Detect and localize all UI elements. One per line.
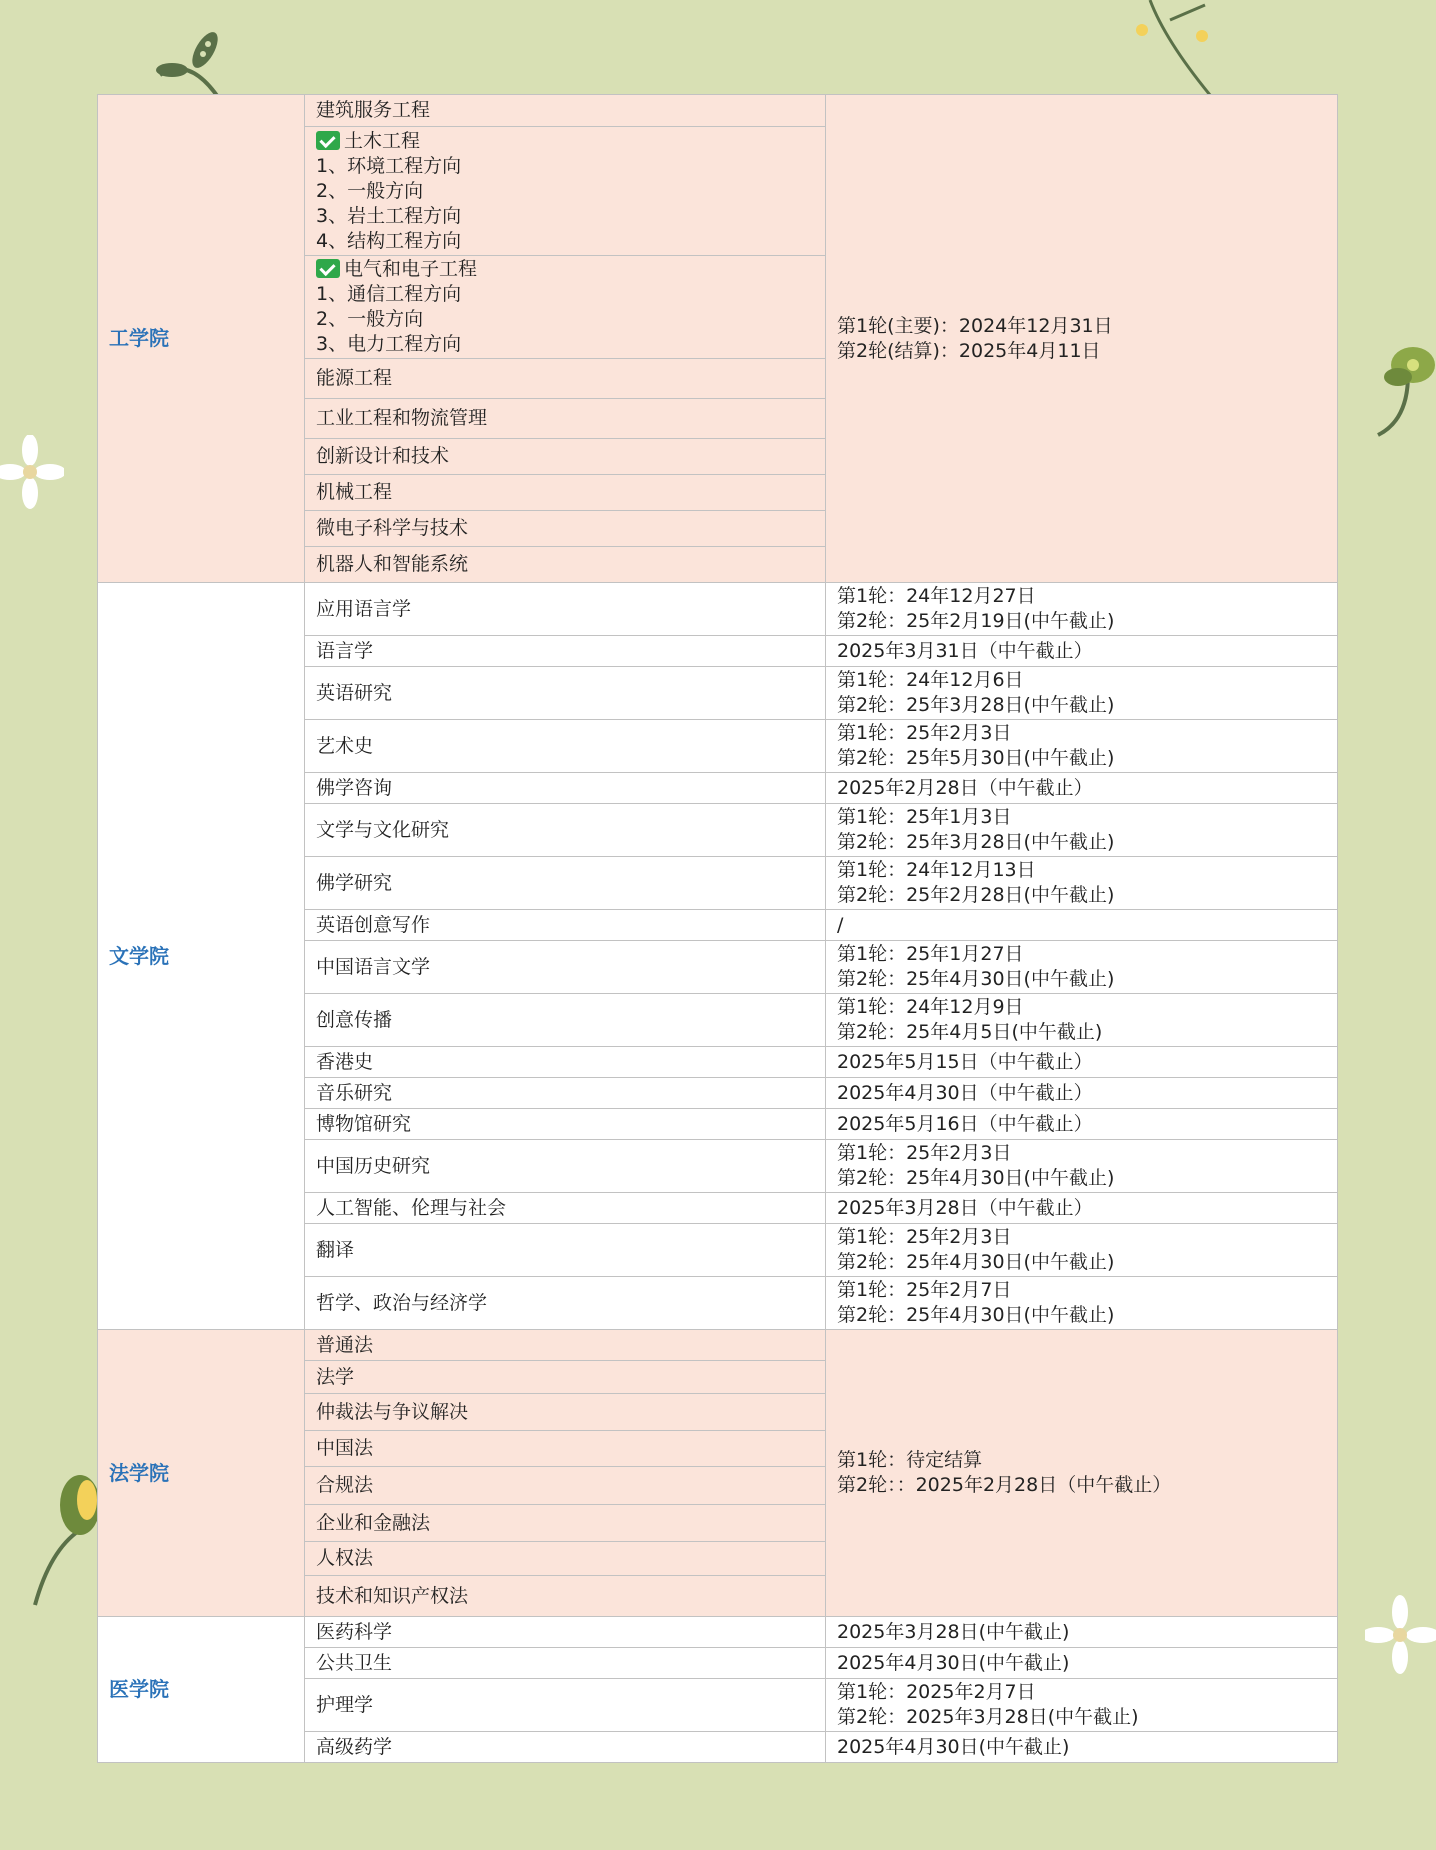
major-text: 机械工程	[316, 481, 393, 503]
deadline-cell	[826, 941, 1338, 994]
deadline-line: 第2轮：：2025年2月28日（中午截止）	[837, 1474, 1172, 1496]
major-text: 建筑服务工程	[316, 99, 431, 121]
deadline-cell	[826, 1277, 1338, 1330]
deadline-line: 第2轮：25年2月19日(中午截止)	[837, 610, 1115, 632]
school-name: 文学院	[98, 583, 305, 1330]
deadline-cell	[826, 857, 1338, 910]
deadline-line: 2025年3月31日（中午截止）	[837, 639, 1093, 662]
major-track	[316, 332, 814, 357]
table-row	[98, 583, 1338, 636]
major-name: 博物馆研究	[305, 1109, 826, 1140]
major-name	[316, 366, 814, 391]
major-text: 2、一般方向	[316, 308, 424, 330]
deadline-cell	[826, 720, 1338, 773]
major-name: 语言学	[305, 636, 826, 667]
white-flower-left-icon	[0, 435, 64, 509]
deadline-cell	[826, 1617, 1338, 1648]
major-cell	[305, 95, 826, 127]
major-name	[316, 480, 814, 505]
deadline-cell	[826, 95, 1338, 583]
major-name: 公共卫生	[305, 1648, 826, 1679]
major-track	[316, 282, 814, 307]
major-name	[316, 444, 814, 469]
table-row	[98, 1617, 1338, 1648]
deadline-line: 第2轮：25年3月28日(中午截止)	[837, 694, 1115, 716]
major-track	[316, 154, 814, 179]
deadline-line: 2025年4月30日(中午截止)	[837, 1651, 1070, 1674]
major-cell	[305, 127, 826, 256]
deadline-cell	[826, 1679, 1338, 1732]
deadline-cell	[826, 1330, 1338, 1617]
major-name	[316, 129, 814, 154]
major-name: 佛学研究	[305, 857, 826, 910]
major-text: 电气和电子工程	[344, 258, 478, 280]
major-name: 技术和知识产权法	[305, 1576, 826, 1617]
major-name: 佛学咨询	[305, 773, 826, 804]
major-name: 高级药学	[305, 1732, 826, 1763]
major-name: 中国语言文学	[305, 941, 826, 994]
deadline-line: 第2轮：25年3月28日(中午截止)	[837, 831, 1115, 853]
major-text: 1、环境工程方向	[316, 154, 462, 177]
deadline-line: 第1轮：24年12月13日	[837, 859, 1036, 881]
deadline-line: 第1轮：24年12月6日	[837, 669, 1024, 691]
table-row	[98, 95, 1338, 127]
deadline-cell	[826, 1140, 1338, 1193]
major-name: 仲裁法与争议解决	[305, 1394, 826, 1431]
major-name: 翻译	[305, 1224, 826, 1277]
deadline-line: 第1轮：25年2月3日	[837, 1142, 1012, 1164]
deadline-cell	[826, 1193, 1338, 1224]
deadline-line: 第2轮：25年2月28日(中午截止)	[837, 884, 1115, 906]
major-name: 普通法	[305, 1330, 826, 1361]
deadline-line: 第1轮：待定结算	[837, 1449, 983, 1471]
school-name: 法学院	[98, 1330, 305, 1617]
deadline-line: 第1轮：25年2月3日	[837, 1226, 1012, 1248]
major-name: 香港史	[305, 1047, 826, 1078]
major-name: 创意传播	[305, 994, 826, 1047]
tulip-left-icon	[25, 1460, 100, 1610]
deadline-line: 2025年3月28日(中午截止)	[837, 1620, 1070, 1643]
major-text: 创新设计和技术	[316, 445, 450, 467]
deadline-line: 第2轮：25年4月30日(中午截止)	[837, 1167, 1115, 1189]
deadline-cell	[826, 804, 1338, 857]
check-icon	[316, 131, 340, 150]
major-text: 工业工程和物流管理	[316, 407, 488, 429]
major-name: 人权法	[305, 1542, 826, 1576]
deadline-line: 第1轮：24年12月9日	[837, 996, 1024, 1018]
major-name: 法学	[305, 1361, 826, 1394]
major-name: 音乐研究	[305, 1078, 826, 1109]
deadline-line: 第1轮：25年1月27日	[837, 943, 1024, 965]
flower-stem-icon	[1130, 0, 1230, 95]
major-cell	[305, 547, 826, 583]
deadline-cell	[826, 1224, 1338, 1277]
deadline-line: 第2轮：25年4月30日(中午截止)	[837, 1304, 1115, 1326]
deadline-line: 2025年4月30日(中午截止)	[837, 1735, 1070, 1758]
major-text: 3、电力工程方向	[316, 333, 462, 355]
major-name	[316, 257, 814, 282]
deadline-line: 2025年3月28日（中午截止）	[837, 1196, 1093, 1219]
deadline-line: 第1轮：2025年2月7日	[837, 1681, 1036, 1703]
deadline-cell	[826, 583, 1338, 636]
school-name: 工学院	[98, 95, 305, 583]
deadline-cell	[826, 1109, 1338, 1140]
deadline-line: 2025年4月30日（中午截止）	[837, 1081, 1093, 1104]
deadline-table	[97, 94, 1338, 1763]
deadline-cell	[826, 667, 1338, 720]
check-icon	[316, 259, 340, 278]
major-cell	[305, 399, 826, 439]
deadline-line: 第2轮：25年5月30日(中午截止)	[837, 747, 1115, 769]
major-text: 2、一般方向	[316, 179, 424, 202]
major-name: 应用语言学	[305, 583, 826, 636]
major-name	[316, 516, 814, 541]
leaf-sprig-icon	[150, 30, 230, 100]
major-name	[316, 98, 814, 123]
major-name: 英语创意写作	[305, 910, 826, 941]
deadline-line: 第2轮：25年4月30日(中午截止)	[837, 1251, 1115, 1273]
major-text: 土木工程	[344, 129, 421, 152]
major-name: 中国历史研究	[305, 1140, 826, 1193]
deadline-line: 第2轮：25年4月30日(中午截止)	[837, 968, 1115, 990]
deadline-line: 第1轮：25年2月7日	[837, 1279, 1012, 1301]
deadline-line: 2025年5月16日（中午截止）	[837, 1112, 1093, 1135]
deadline-cell	[826, 1078, 1338, 1109]
major-cell	[305, 511, 826, 547]
major-text: 4、结构工程方向	[316, 229, 462, 252]
deadline-line: 2025年2月28日（中午截止）	[837, 776, 1093, 799]
major-name: 哲学、政治与经济学	[305, 1277, 826, 1330]
major-name: 文学与文化研究	[305, 804, 826, 857]
major-name: 英语研究	[305, 667, 826, 720]
deadline-cell	[826, 1648, 1338, 1679]
major-text: 3、岩土工程方向	[316, 204, 462, 227]
major-cell	[305, 256, 826, 359]
major-track	[316, 229, 814, 254]
deadline-cell	[826, 910, 1338, 941]
deadline-line: 2025年5月15日（中午截止）	[837, 1050, 1093, 1073]
major-text: 能源工程	[316, 367, 393, 389]
deadline-cell	[826, 994, 1338, 1047]
deadline-line: 第1轮(主要)：2024年12月31日	[837, 314, 1113, 337]
deadline-cell	[826, 773, 1338, 804]
major-name	[316, 406, 814, 431]
major-track	[316, 204, 814, 229]
deadline-line: /	[837, 913, 844, 936]
deadline-line: 第1轮：25年2月3日	[837, 722, 1012, 744]
deadline-line: 第2轮：25年4月5日(中午截止)	[837, 1021, 1103, 1043]
major-cell	[305, 359, 826, 399]
flower-right-icon	[1368, 335, 1436, 445]
major-text: 机器人和智能系统	[316, 553, 469, 575]
major-name: 护理学	[305, 1679, 826, 1732]
deadline-line: 第2轮：2025年3月28日(中午截止)	[837, 1706, 1139, 1728]
major-name: 中国法	[305, 1431, 826, 1467]
major-text: 1、通信工程方向	[316, 283, 462, 305]
major-text: 微电子科学与技术	[316, 517, 469, 539]
deadline-line: 第1轮：24年12月27日	[837, 585, 1036, 607]
deadline-line: 第1轮：25年1月3日	[837, 806, 1012, 828]
major-name: 艺术史	[305, 720, 826, 773]
major-track	[316, 307, 814, 332]
deadline-cell	[826, 1047, 1338, 1078]
major-name: 人工智能、伦理与社会	[305, 1193, 826, 1224]
table-row	[98, 1330, 1338, 1361]
major-track	[316, 179, 814, 204]
major-name: 企业和金融法	[305, 1505, 826, 1542]
white-flower-right-icon	[1365, 1595, 1436, 1675]
school-name: 医学院	[98, 1617, 305, 1763]
major-cell	[305, 439, 826, 475]
deadline-line: 第2轮(结算)：2025年4月11日	[837, 339, 1101, 362]
major-name: 医药科学	[305, 1617, 826, 1648]
major-cell	[305, 475, 826, 511]
deadline-cell	[826, 636, 1338, 667]
major-name	[316, 552, 814, 577]
deadline-cell	[826, 1732, 1338, 1763]
major-name: 合规法	[305, 1467, 826, 1505]
